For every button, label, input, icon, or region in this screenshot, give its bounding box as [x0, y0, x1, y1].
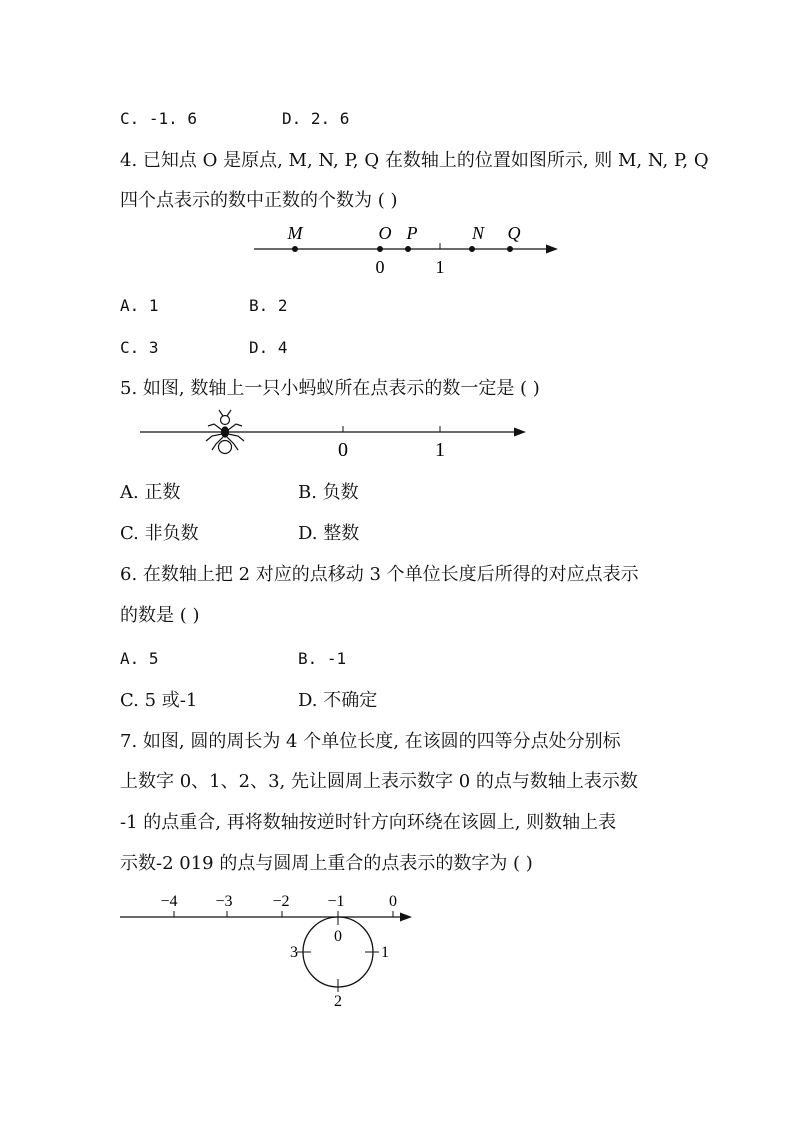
q4-tick-label-1: 1 [435, 257, 445, 277]
q7-stem-line1: 7. 如图, 圆的周长为 4 个单位长度, 在该圆的四等分点处分别标 [120, 731, 621, 752]
q7-circle-label-0: 0 [334, 928, 342, 945]
q3-option-d: D. 2. 6 [282, 109, 350, 128]
q4-stem-line1: 4. 已知点 O 是原点, M, N, P, Q 在数轴上的位置如图所示, 则 M, N, P, Q [120, 150, 709, 171]
q5-axis-arrow [514, 428, 526, 437]
q3-option-c: C. -1. 6 [120, 109, 198, 128]
q6-option-a: A. 5 [120, 649, 159, 668]
q7-axis-arrow [400, 913, 412, 922]
q7-axis-label-minus3: −3 [215, 893, 233, 910]
q7-axis-label-minus1: −1 [327, 893, 345, 910]
q7-stem-line2: 上数字 0、1、2、3, 先让圆周上表示数字 0 的点与数轴上表示数 [120, 771, 638, 792]
q4-option-d: D. 4 [249, 338, 288, 357]
q7-circle-label-2: 2 [334, 993, 342, 1010]
q7-circle-number-line-figure [118, 888, 418, 1010]
q6-option-b: B. -1 [298, 649, 347, 668]
q6-option-c: C. 5 或-1 [120, 690, 198, 711]
q7-axis-label-0: 0 [389, 893, 397, 910]
q7-circle-label-1: 1 [381, 944, 389, 961]
q4-point-p [405, 246, 411, 252]
q4-label-p: P [406, 223, 418, 243]
q7-axis-label-minus2: −2 [272, 893, 290, 910]
q4-option-b: B. 2 [249, 296, 288, 315]
q4-axis-arrow [546, 245, 558, 254]
q5-tick-label-0: 0 [338, 439, 348, 461]
q4-number-line-figure [250, 218, 570, 278]
q4-label-o: O [378, 223, 392, 243]
q7-stem-line3: -1 的点重合, 再将数轴按逆时针方向环绕在该圆上, 则数轴上表 [120, 812, 617, 833]
q4-point-q [507, 246, 513, 252]
q4-point-m [292, 246, 298, 252]
q4-point-n [469, 246, 475, 252]
q7-axis-label-minus4: −4 [160, 893, 178, 910]
q6-option-d: D. 不确定 [298, 690, 378, 711]
q5-stem: 5. 如图, 数轴上一只小蚂蚁所在点表示的数一定是 ( ) [120, 378, 540, 399]
q5-number-line-figure [138, 410, 538, 462]
q7-stem-line4: 示数-2 019 的点与圆周上重合的点表示的数字为 ( ) [120, 853, 533, 874]
q4-point-o [377, 246, 383, 252]
q5-option-b: B. 负数 [298, 482, 359, 503]
q7-circle-label-3: 3 [290, 944, 298, 961]
q4-label-q: Q [507, 223, 521, 243]
q4-label-m: M [287, 223, 303, 243]
q4-stem-line2: 四个点表示的数中正数的个数为 ( ) [120, 190, 398, 211]
q5-tick-label-1: 1 [435, 439, 445, 461]
q4-label-n: N [471, 223, 485, 243]
q4-tick-label-0: 0 [375, 257, 385, 277]
q5-option-c: C. 非负数 [120, 523, 199, 544]
q6-stem-line2: 的数是 ( ) [120, 605, 200, 626]
q6-stem-line1: 6. 在数轴上把 2 对应的点移动 3 个单位长度后所得的对应点表示 [120, 564, 639, 585]
q4-option-c: C. 3 [120, 338, 159, 357]
q4-option-a: A. 1 [120, 296, 159, 315]
q5-option-d: D. 整数 [298, 523, 360, 544]
q5-option-a: A. 正数 [120, 482, 181, 503]
